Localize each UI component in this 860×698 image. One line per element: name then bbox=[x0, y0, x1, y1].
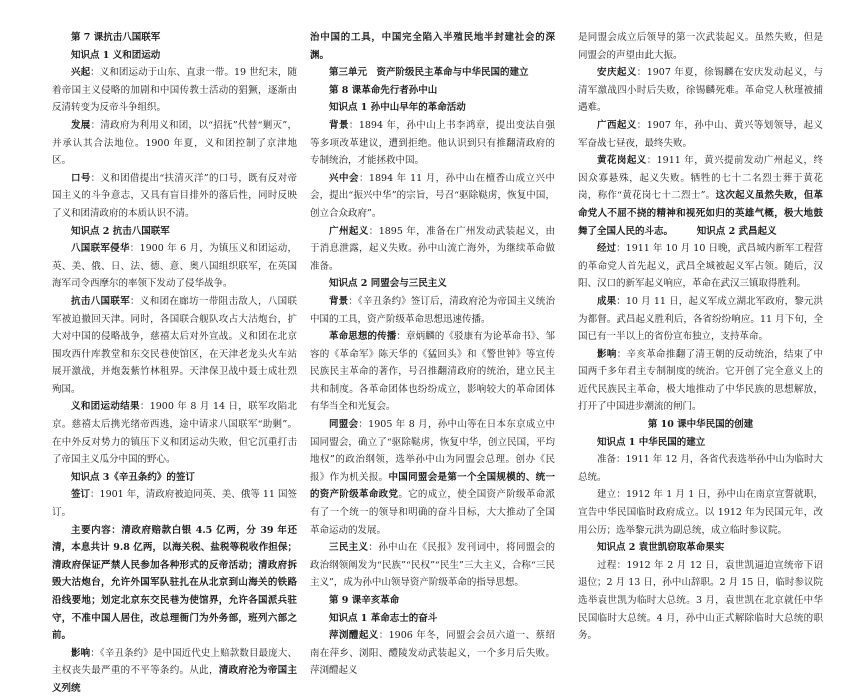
knowledge-point-heading: 知识点 2 同盟会与三民主义 bbox=[329, 278, 447, 290]
term-label: 广州起义 bbox=[329, 225, 369, 237]
paragraph: 准备：1911 年 12 月，各省代表选举孙中山为临时大总统。 bbox=[578, 454, 823, 483]
term-label: 兴起 bbox=[71, 67, 91, 79]
paragraph-text: ：辛亥革命推翻了清王朝的反动统治，结束了中国两千多年君主专制制度的统治。它开创了完全意义上的近代民族民主革命，极大地推动了中华民族的思想解放，打开了中国进步潮流的闸门。 bbox=[578, 348, 823, 413]
paragraph-text: ：1907 年，孙中山、黄兴等划领导，起义军奋战七昼夜，最终失败。 bbox=[578, 119, 823, 149]
paragraph bbox=[310, 293, 555, 328]
column-middle bbox=[310, 29, 555, 677]
knowledge-point-heading: 知识点 3《辛丑条约》的签订 bbox=[71, 471, 195, 483]
paragraph-text: ：1900 年 8 月 14 日，联军攻陷北京。慈禧太后携光绪帝西逃，途中请求八国联军“助剿”。在中外反对势力的镇压下义和团运动失败，但它沉重打击了帝国主义瓜分中国的野心。 bbox=[52, 401, 297, 466]
term-label: 革命思想的传播 bbox=[329, 331, 397, 343]
paragraph-text: ：1894 年，孙中山上书李鸿章，提出变法自强等多项改革建议，遭到拒绝。他认识到只有推翻清政府的专制统治，才能拯救中国。 bbox=[310, 119, 555, 167]
knowledge-point-heading: 知识点 1 革命志士的奋斗 bbox=[329, 612, 438, 624]
unit-title: 第三单元 资产阶级民主革命与中华民国的建立 bbox=[329, 67, 529, 79]
paragraph bbox=[52, 240, 297, 293]
paragraph bbox=[52, 64, 297, 117]
term-label: 广西起义 bbox=[597, 119, 637, 131]
paragraph bbox=[578, 152, 823, 240]
column-right bbox=[578, 29, 823, 642]
term-label: 黄花岗起义 bbox=[597, 155, 647, 167]
paragraph-text: ：义和团借提出“扶清灭洋”的口号，既有反对帝国主义的斗争意志，又具有盲目排外的落后性，同时反映了义和团清政府的本质认识不清。 bbox=[52, 172, 297, 219]
paragraph-text: ：1900 年 6 月，为镇压义和团运动，英、美、俄、日、法、德、意、奥八国组织联军，在英国海军司令西摩尔的率领下发动了侵华战争。 bbox=[52, 243, 297, 290]
knowledge-point-heading: 知识点 1 孙中山早年的革命活动 bbox=[329, 102, 466, 114]
term-label: 背景 bbox=[329, 295, 349, 307]
paragraph-text: ：1894 年 11 月，孙中山在檀香山成立兴中会，提出“振兴中华”的宗旨，号召“驱除鞑虏，恢复中国，创立合众政府”。 bbox=[310, 172, 555, 219]
paragraph-text: ：义和团运动于山东、直隶一带。19 世纪末，随着帝国主义侵略的加剧和中国传教士活动的猖獗，逐渐由反清转变为反帝斗争组织。 bbox=[52, 67, 297, 114]
paragraph-text: ：清政府为利用义和团，以“招抚”代替“剿灭”，并承认其合法地位。1900 年夏，义和团控制了京津地区。 bbox=[52, 119, 297, 167]
paragraph: 建立：1912 年 1 月 1 日，孙中山在南京宣誓就职，宣告中华民国临时政府成立。以 1912 年为民国元年，改用公历；选举黎元洪为副总统，成立临时参议院。 bbox=[578, 489, 823, 536]
term-label: 发展 bbox=[71, 119, 91, 131]
paragraph bbox=[52, 170, 297, 223]
paragraph-bold: 主要内容：清政府赔款白银 4.5 亿两，分 39 年还清，本息共计 9.8 亿两，以海关税、盐税等税收作担保；清政府保证严禁人民参加各种形式的反帝活动；清政府拆毁大沽炮台，允许外国军队驻扎在从北京到山海关的铁路沿线要地；划定北京东交民巷为使馆界，允许各国派兵驻守，不准中国人居住，改总理衙门为外务部，班列六部之前。 bbox=[52, 524, 297, 642]
knowledge-point-heading: 知识点 2 抗击八国联军 bbox=[71, 225, 170, 237]
term-label: 成果 bbox=[597, 295, 617, 307]
term-label: 签订 bbox=[71, 489, 91, 501]
paragraph bbox=[52, 398, 297, 468]
paragraph-text: ：章炳麟的《驳康有为论革命书》、邹容的《革命军》陈天华的《猛回头》和《警世钟》等宣传民族民主革命的著作，号召推翻清政府的统治，建立民主共和制度。各革命团体也纷纷成立，影响较大的革命团体有华当全和光复会。 bbox=[310, 331, 555, 413]
knowledge-point-heading: 知识点 1 中华民国的建立 bbox=[597, 436, 706, 448]
paragraph: 过程：1912 年 2 月 12 日，袁世凯逼迫宣统帝下诏退位；2 月 13 日，孙中山辞职。2 月 15 日，临时参议院选举袁世凯为临时大总统。3 月，袁世凯在北京就任中华民国临时大总统。4 月，孙中山正式解除临时大总统的职务。 bbox=[578, 559, 823, 642]
term-label: 义和团运动结果 bbox=[71, 401, 140, 413]
term-label: 口号 bbox=[71, 172, 91, 184]
paragraph bbox=[52, 117, 297, 170]
paragraph bbox=[578, 293, 823, 346]
knowledge-point-heading: 知识点 1 义和团运动 bbox=[71, 49, 161, 61]
paragraph-text: ：《辛丑条约》签订后，清政府沦为帝国主义统治中国的工具，资产阶级革命思想迅速传播。 bbox=[310, 295, 555, 325]
lesson-title: 第 7 课抗击八国联军 bbox=[71, 32, 161, 43]
term-label: 经过 bbox=[597, 243, 617, 255]
paragraph-text: ：1907 年夏，徐锡麟在安庆发动起义，与清军激战四小时后失败，徐锡麟死难。革命党人秋瑾被捕遇难。 bbox=[578, 67, 823, 114]
paragraph bbox=[310, 416, 555, 539]
term-label: 影响 bbox=[71, 647, 91, 659]
paragraph-text: ：孙中山在《民报》发刊词中，将同盟会的政治纲领阐发为“民族”“民权”“民生”三大主义，合称“三民主义”，成为孙中山领导资产阶级革命的指导思想。 bbox=[310, 542, 555, 589]
paragraph bbox=[310, 223, 555, 276]
paragraph bbox=[52, 486, 297, 521]
paragraph bbox=[310, 117, 555, 170]
knowledge-point-heading: 知识点 2 袁世凯窃取革命果实 bbox=[597, 542, 725, 554]
paragraph bbox=[578, 117, 823, 152]
paragraph bbox=[578, 64, 823, 117]
column-left bbox=[52, 29, 297, 694]
paragraph-text: ：《辛丑条约》是中国近代史上赔款数目最庞大、主权丧失最严重的不平等条约。从此， bbox=[52, 647, 297, 677]
paragraph bbox=[310, 627, 555, 680]
paragraph: 是同盟会成立后领导的第一次武装起义。虽然失败，但是同盟会的声望由此大振。 bbox=[578, 32, 823, 61]
paragraph bbox=[310, 539, 555, 592]
paragraph bbox=[310, 328, 555, 416]
term-label: 兴中会 bbox=[329, 172, 359, 184]
term-label: 影响 bbox=[597, 348, 617, 360]
paragraph-text: ：1905 年 8 月，孙中山等在日本东京成立中国同盟会，确立了“驱除鞑虏，恢复中华，创立民国，平均地权”的政治纲领，选举孙中山为同盟会总理。创办《民报》作为机关报。 bbox=[310, 419, 555, 483]
paragraph bbox=[578, 240, 823, 293]
term-label: 萍浏醴起义 bbox=[329, 630, 379, 642]
term-label: 三民主义 bbox=[329, 542, 369, 554]
lesson-title: 第 9 课辛亥革命 bbox=[329, 595, 400, 606]
term-label: 八国联军侵华 bbox=[71, 243, 130, 255]
knowledge-point-heading: 知识点 2 武昌起义 bbox=[668, 225, 777, 237]
term-label: 抗击八国联军 bbox=[71, 295, 131, 307]
paragraph-text: ：1911 年，黄兴提前发动广州起义，终因众寡悬殊，起义失败。牺牲的七十二名烈士葬于黄花岗，称作“黄花岗七十二烈士”。 bbox=[578, 155, 823, 202]
term-label: 安庆起义 bbox=[597, 67, 637, 79]
paragraph-text: ：1911 年 10 月 10 日晚，武昌城内新军工程营的革命党人首先起义，武昌全城被起义军占领。随后，汉阳、汉口的新军起义响应，革命在武汉三镇取得胜利。 bbox=[578, 243, 823, 290]
paragraph-text: ：10 月 11 日，起义军成立湖北军政府，黎元洪为都督。武昌起义胜利后，各省纷纷响应。11 月下旬，全国已有一半以上的省份宣布独立，支持革命。 bbox=[578, 295, 823, 343]
paragraph-text: ：1901 年，清政府被迫同英、美、俄等 11 国签订。 bbox=[52, 489, 297, 519]
paragraph-bold: 治中国的工具，中国完全陷入半殖民地半封建社会的深渊。 bbox=[310, 32, 555, 61]
paragraph-text: ：1895 年，准备在广州发动武装起义，由于消息泄露，起义失败。孙中山流亡海外，为继续革命做准备。 bbox=[310, 225, 555, 272]
paragraph-bold-text: 这次起义虽然失败，但革命党人不屈不挠的精神和视死如归的英雄气概，极大地鼓舞了全国人民的斗志。 bbox=[578, 190, 823, 237]
lesson-title: 第 8 课革命先行者孙中山 bbox=[329, 84, 438, 96]
term-label: 背景 bbox=[329, 119, 349, 131]
paragraph-bold-text: 中国同盟会是第一个全国规模的、统一的资产阶级革命政党 bbox=[310, 471, 555, 501]
lesson-title: 第 10 课中华民国的创建 bbox=[647, 419, 754, 431]
term-label: 同盟会 bbox=[329, 419, 359, 431]
paragraph bbox=[52, 293, 297, 399]
paragraph bbox=[578, 346, 823, 416]
paragraph-text: 。它的成立，使全国资产阶级革命派有了一个统一的领导和明确的奋斗目标，大大推动了全国革命运动的发展。 bbox=[310, 489, 555, 536]
paragraph-text: ：1906 年冬，同盟会会员六道一、蔡绍南在萍乡、浏阳、醴陵发动武装起义，一个多月后失败。萍浏醴起义 bbox=[310, 630, 555, 677]
paragraph bbox=[310, 170, 555, 223]
paragraph-bold-text: 清政府沦为帝国主义列统 bbox=[52, 665, 297, 694]
paragraph bbox=[52, 645, 297, 698]
paragraph-text: ：义和团在廊坊一带阻击敌人，八国联军被迫撤回天津。同时，各国联合舰队攻占大沽炮台，扩大对中国的侵略战争，慈禧太后对外宣战。义和团在北京围攻西什库教堂和东交民巷使馆区，在天津老龙头火车站展开激战，并炮轰紫竹林租界。天津保卫战中聂士成壮烈殉国。 bbox=[52, 295, 297, 395]
